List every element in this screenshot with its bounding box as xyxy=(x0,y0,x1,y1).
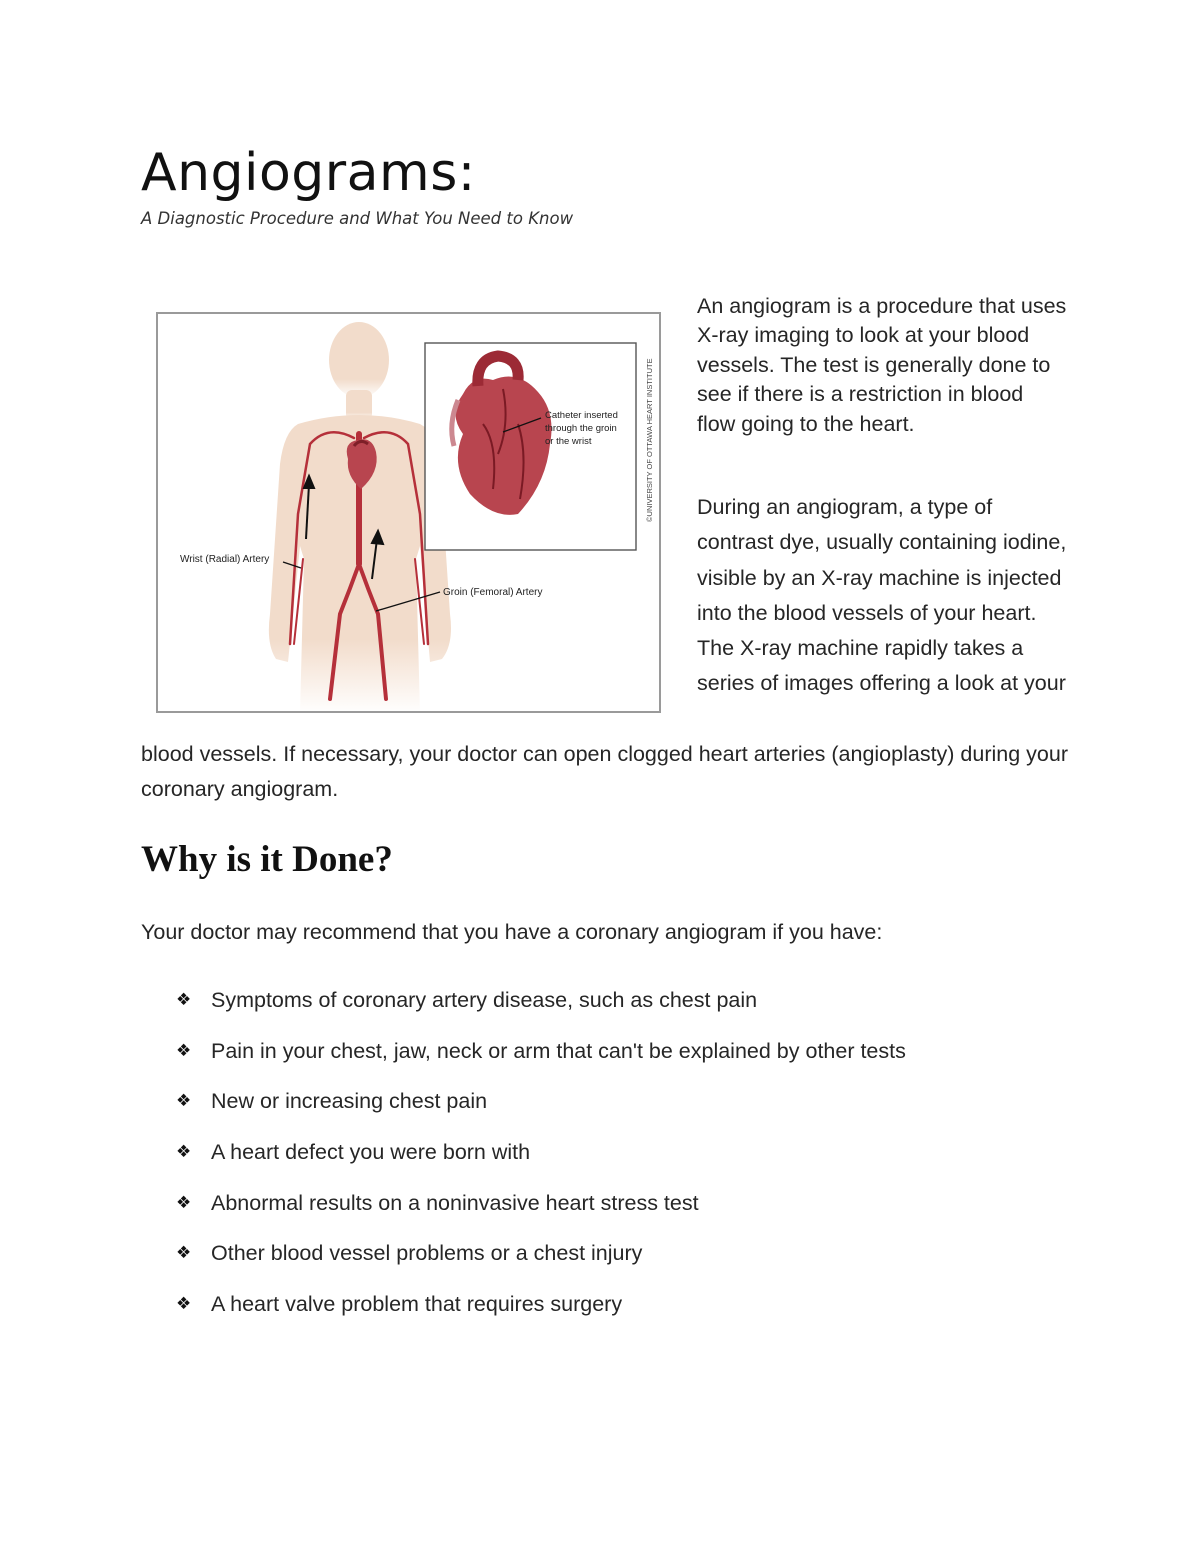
list-item-text: Other blood vessel problems or a chest injury xyxy=(211,1241,643,1266)
intro-paragraph-2-part2: blood vessels. If necessary, your doctor can open clogged heart arteries (angioplasty) during your coronary angiogram. xyxy=(141,742,1068,802)
intro-paragraph-1: An angiogram is a procedure that uses X-ray imaging to look at your blood vessels. The test is generally done to see if there is a restriction in blood flow going to the heart. xyxy=(697,294,1067,436)
diamond-bullet-icon: ❖ xyxy=(176,990,192,1010)
diamond-bullet-icon: ❖ xyxy=(176,1091,192,1112)
diamond-bullet-icon: ❖ xyxy=(176,1040,192,1061)
why-intro: Your doctor may recommend that you have a coronary angiogram if you have: xyxy=(141,920,883,944)
document-title: Angiograms: xyxy=(141,143,476,203)
list-item xyxy=(176,1236,906,1287)
angiogram-illustration xyxy=(156,312,661,713)
list-item-text: A heart defect you were born with xyxy=(211,1140,531,1165)
reasons-list xyxy=(176,983,906,1338)
list-item xyxy=(176,1186,906,1237)
list-item-text: A heart valve problem that requires surgery xyxy=(211,1292,623,1317)
diamond-bullet-icon: ❖ xyxy=(176,1243,192,1264)
document-subtitle: A Diagnostic Procedure and What You Need to Know xyxy=(141,209,574,228)
wrist-artery-label: Wrist (Radial) Artery xyxy=(180,554,270,565)
catheter-label-line1: Catheter inserted xyxy=(545,410,618,421)
list-item xyxy=(176,1287,906,1338)
groin-artery-label: Groin (Femoral) Artery xyxy=(443,587,543,598)
why-heading: Why is it Done? xyxy=(141,839,393,880)
list-item-text: Pain in your chest, jaw, neck or arm that can't be explained by other tests xyxy=(211,1038,906,1063)
list-item-text: Symptoms of coronary artery disease, such as chest pain xyxy=(211,988,758,1012)
heart-inset xyxy=(425,343,636,550)
angiogram-diagram xyxy=(158,314,659,711)
list-item xyxy=(176,1034,906,1085)
catheter-label-line2: through the groin xyxy=(545,423,617,434)
list-item xyxy=(176,1084,906,1135)
intro-paragraph-2-part1: During an angiogram, a type of contrast dye, usually containing iodine, visible by an X-ray machine is injected into the blood vessels of your heart. The X-ray machine rapidly takes a series of images offering a look at your xyxy=(697,495,1067,696)
list-item xyxy=(176,983,906,1034)
image-credit: ©UNIVERSITY OF OTTAWA HEART INSTITUTE xyxy=(645,358,654,522)
diamond-bullet-icon: ❖ xyxy=(176,1142,192,1163)
diamond-bullet-icon: ❖ xyxy=(176,1294,192,1315)
list-item-text: Abnormal results on a noninvasive heart stress test xyxy=(211,1190,699,1215)
list-item xyxy=(176,1135,906,1186)
catheter-label-line3: or the wrist xyxy=(545,436,592,447)
list-item-text: New or increasing chest pain xyxy=(211,1089,488,1114)
diamond-bullet-icon: ❖ xyxy=(176,1192,192,1213)
